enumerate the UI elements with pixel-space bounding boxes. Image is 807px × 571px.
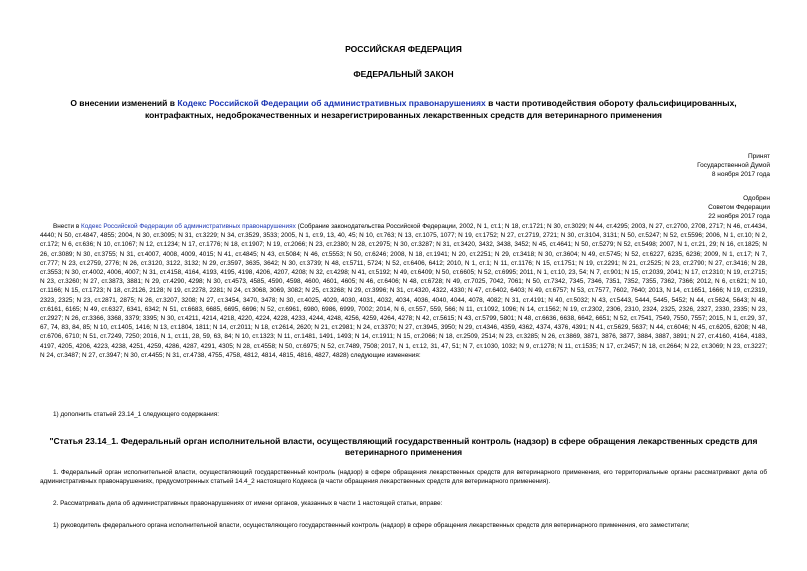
- article-paragraph: 2. Рассматривать дела об административных правонарушениях от имени органов, указанных в части 1 настоящей статьи, вправе:: [53, 500, 443, 507]
- law-title-prefix: О внесении изменений в: [70, 98, 178, 108]
- country-heading: РОССИЙСКАЯ ФЕДЕРАЦИЯ: [345, 44, 462, 54]
- intro-paragraph: [40, 222, 767, 360]
- approved-body: Советом Федерации: [708, 204, 770, 211]
- intro-sources: (Собрание законодательства Российской Федерации, 2002, N 1, ст.1; N 18, ст.1721; N 30, ст.3029; N 44, ст.4295; 2003, N 27, ст.2700, 2708, 2717; N 46, ст.4434, 4440; N 50, ст.4847, 4855; 2004, N 30, ст.3095; N 31, ст.3229; N 34, ст.3529, 3533; 2005, N 1, ст.9, 13, 40, 45; N 10, ст.763; N 13, ст.1075, 1077; N 19, ст.1752; N 27, ст.2719, 2721; N 30, ст.3104, 3131; N 50, ст.5247; N 52, ст.5596; 2006, N 1, ст.10; N 2, ст.172; N 6, ст.636; N 10, ст.1067; N 12, ст.1234; N 17, ст.1776; N 18, ст.1907; N 19, ст.2066; N 23, ст.2380; N 28, ст.2975; N 30, ст.3287; N 31, ст.3420, 3432, 3438, 3452; N 45, ст.4641; N 50, ст.5279; N 52, ст.5498; 2007, N 1, ст.21, 29; N 16, ст.1825; N 26, ст.3089; N 30, ст.3755; N 31, ст.4007, 4008, 4009, 4015; N 41, ст.4845; N 43, ст.5084; N 46, ст.5553; N 50, ст.6246; 2008, N 18, ст.1941; N 20, ст.2251; N 29, ст.3418; N 30, ст.3604; N 49, ст.5745; N 52, ст.6227, 6235, 6236; 2009, N 1, ст.17; N 7, ст.777; N 23, ст.2759, 2776; N 26, ст.3120, 3122, 3132; N 29, ст.3597, 3635, 3642; N 30, ст.3739; N 48, ст.5711, 5724; N 52, ст.6406, 6412; 2010, N 1, ст.1; N 11, ст.1176; N 15, ст.1751; N 19, ст.2291; N 21, ст.2525; N 23, ст.2790; N 27, ст.3416; N 28, ст.3553; N 30, ст.4002, 4006, 4007; N 31, ст.4158, 4164, 4193, 4195, 4198, 4206, 4207, 4208; N 32, ст.4298; N 41, ст.5192; N 49, ст.6409; N 50, ст.6605; N 52, ст.6995; 2011, N 1, ст.10, 23, 54; N 7, ст.901; N 15, ст.2039, 2041; N 17, ст.2310; N 19, ст.2715; N 23, ст.3260; N 27, ст.3873, 3881; N 29, ст.4290, 4298; N 30, ст.4573, 4585, 4590, 4598, 4600, 4601, 4605; N 46, ст.6406; N 48, ст.6728; N 49, ст.7025, 7042, 7061; N 50, ст.7342, 7345, 7346, 7351, 7352, 7355, 7362, 7366; 2012, N 6, ст.621; N 10, ст.1166; N 15, ст.1723; N 18, ст.2126, 2128; N 19, ст.2278, 2281; N 24, ст.3068, 3069, 3082; N 25, ст.3268; N 29, ст.3996; N 31, ст.4320, 4322, 4330; N 47, ст.6402, 6403; N 49, ст.6757; N 53, ст.7577, 7602, 7640; 2013, N 14, ст.1651, 1666; N 19, ст.2319, 2323, 2325; N 23, ст.2871, 2875; N 26, ст.3207, 3208; N 27, ст.3454, 3470, 3478; N 30, ст.4025, 4029, 4030, 4031, 4032, 4034, 4036, 4040, 4044, 4078, 4082; N 31, ст.4191; N 40, ст.5032; N 43, ст.5443, 5444, 5445, 5452; N 44, ст.5624, 5643; N 48, ст.6161, 6165; N 49, ст.6327, 6341, 6342; N 51, ст.6683, 6685, 6695, 6696; N 52, ст.6961, 6980, 6986, 6999, 7002; 2014, N 6, ст.557, 559, 566; N 11, ст.1092, 1096; N 14, ст.1562; N 19, ст.2302, 2306, 2310, 2324, 2325, 2326, 2327, 2330, 2335; N 23, ст.2927; N 26, ст.3366, 3368, 3379; 3395; N 30, ст.4211, 4214, 4218, 4220, 4224, 4228, 4233, 4244, 4248, 4256, 4259, 4264, 4278; N 42, ст.5615; N 43, ст.5799, 5801; N 48, ст.6636, 6638, 6642, 6651; N 52, ст.7541, 7549, 7550, 7557; 2015, N 1, ст.29, 37, 67, 74, 83, 84, 85; N 10, ст.1405, 1416; N 13, ст.1804, 1811; N 14, ст.2011; N 18, ст.2614, 2620; N 21, ст.2981; N 24, ст.3370; N 27, ст.3945, 3950; N 29, ст.4346, 4359, 4362, 4374, 4376, 4391; N 41, ст.5629, 5637; N 44, ст.6046; N 45, ст.6205, 6208; N 48, ст.6706, 6710; N 51, ст.7249, 7250; 2016, N 1, ст.11, 28, 59, 63, 84; N 10, ст.1323; N 11, ст.1481, 1491, 1493; N 14, ст.1911; N 15, ст.2066; N 18, ст.2509, 2514; N 23, ст.3285; N 26, ст.3869, 3871, 3876, 3877, 3884, 3887, 3891; N 27, ст.4160, 4164, 4183, 4197, 4205, 4206, 4223, 4238, 4251, 4259, 4286, 4287, 4291, 4305; N 28, ст.4558; N 50, ст.6975; N 52, ст.7489, 7508; 2017, N 1, ст.12, 31, 47, 51; N 7, ст.1030, 1032; N 9, ст.1278; N 11, ст.1535; N 17, ст.2457; N 18, ст.2664; N 22, ст.3069; N 23, ст.3227; N 24, ст.3487; N 27, ст.3947; N 30, ст.4455; N 31, ст.4738, 4755, 4758, 4812, 4814, 4815, 4816, 4827, 4828) следующие изменения:: [40, 223, 767, 359]
- accepted-date: 8 ноября 2017 года: [711, 171, 770, 178]
- intro-prefix: Внести в: [53, 223, 82, 230]
- approved-label: Одобрен: [743, 195, 770, 202]
- approved-block: [570, 194, 770, 221]
- accepted-body: Государственной Думой: [697, 162, 770, 169]
- article-paragraph: 1) руководитель федерального органа исполнительной власти, осуществляющего государственный контроль (надзор) в сфере обращения лекарственных средств для ветеринарного применения, его заместители;: [53, 522, 690, 529]
- code-link[interactable]: Кодекс Российской Федерации об административных правонарушениях: [177, 98, 486, 108]
- law-title-suffix: в части противодействия обороту фальсифицированных, контрафактных, недоброкачественных и незарегистрированных лекарственных средств для ветеринарного применения: [144, 98, 737, 120]
- accepted-block: [570, 152, 770, 179]
- article-paragraph: 1. Федеральный орган исполнительной власти, осуществляющий государственный контроль (надзор) в сфере обращения лекарственных средств для ветеринарного применения, его территориальные органы рассматривают дела об административных правонарушениях, предусмотренных статьей 14.4_2 настоящего Кодекса (в части обращения лекарственных средств для ветеринарного применения).: [40, 469, 767, 486]
- point-1: 1) дополнить статьей 23.14_1 следующего содержания:: [53, 411, 219, 418]
- article-title: "Статья 23.14_1. Федеральный орган исполнительной власти, осуществляющий государственный контроль (надзор) в сфере обращения лекарственных средств для ветеринарного применения: [49, 436, 758, 457]
- law-title: [40, 97, 767, 121]
- approved-date: 22 ноября 2017 года: [708, 213, 770, 220]
- intro-code-link[interactable]: Кодекс Российской Федерации об административных правонарушениях: [81, 223, 296, 230]
- law-type-heading: ФЕДЕРАЛЬНЫЙ ЗАКОН: [353, 69, 454, 79]
- accepted-label: Принят: [747, 153, 770, 160]
